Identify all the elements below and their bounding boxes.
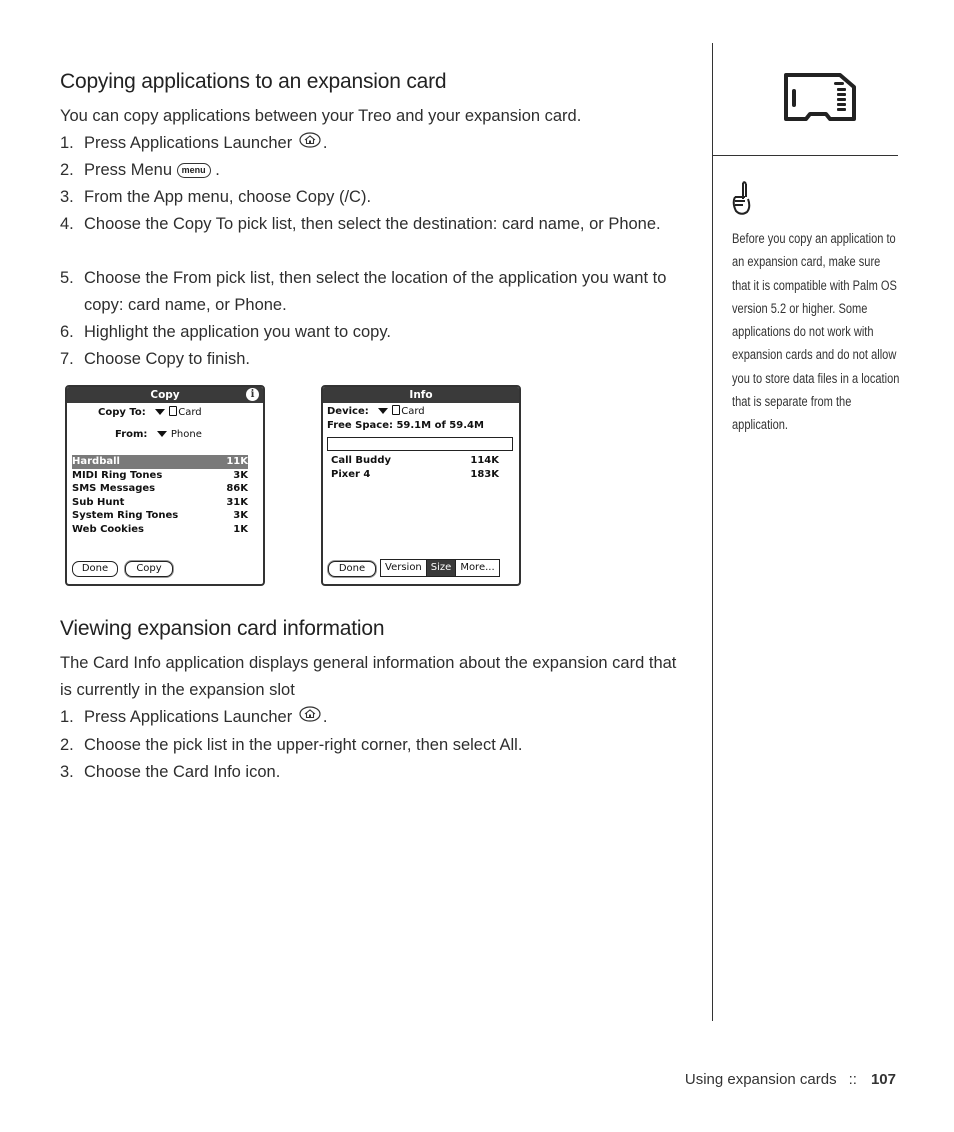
view-push-buttons — [380, 559, 500, 577]
chapter-title: Using expansion cards — [684, 1071, 837, 1088]
from-row: From: Phone — [115, 429, 202, 440]
more-button[interactable]: More... — [460, 562, 495, 573]
app-list-item[interactable]: Web Cookies 1K — [72, 523, 248, 535]
copy-button[interactable]: Copy — [125, 561, 173, 577]
sidebar-divider — [712, 43, 713, 1021]
dropdown-arrow-icon — [155, 409, 165, 415]
card-icon — [169, 406, 177, 416]
version-button[interactable]: Version — [381, 560, 427, 576]
app-list-item[interactable]: Call Buddy 114K — [331, 455, 499, 466]
tip-text: Before you copy an application to an expansion card, make sure that it is compatible with Palm OS version 5.2 or higher. Some applications do not work with expansion cards and do not allow you to store data files in a location that is separate from the application. — [732, 231, 900, 433]
free-space: Free Space: 59.1M of 59.4M — [327, 420, 484, 431]
step-7: 7. Choose Copy to finish. — [60, 350, 251, 368]
card-name-field[interactable] — [327, 437, 513, 451]
app-list-item[interactable]: Pixer 4 183K — [331, 468, 499, 480]
page-footer — [685, 1071, 896, 1088]
app-list-item[interactable]: System Ring Tones 3K — [72, 510, 248, 521]
done-button[interactable]: Done — [72, 561, 118, 577]
step-3: 3. Choose the Card Info icon. — [60, 763, 281, 781]
section-intro-copying: You can copy applications between your Treo and your expansion card. — [60, 107, 582, 125]
step-4: 4. Choose the Copy To pick list, then select the destination: card name, or Phone. — [60, 215, 661, 233]
step-1: 1. Press Applications Launcher . — [60, 130, 690, 157]
device-row: Device: Card — [327, 406, 425, 417]
card-icon — [392, 405, 400, 415]
app-list-item[interactable]: SMS Messages 86K — [72, 483, 248, 494]
page-number: 107 — [870, 1071, 896, 1088]
from-picklist[interactable]: Phone — [151, 429, 202, 440]
section-intro-viewing: The Card Info application displays general information about the expansion card that is currently in the expansion slot — [60, 654, 677, 699]
expansion-card-icon — [780, 72, 858, 129]
sidebar-rule — [712, 155, 898, 156]
home-icon — [299, 130, 321, 157]
app-list-item[interactable]: Hardball 11K — [72, 456, 248, 467]
copy-screen-titlebar: Copy i — [67, 387, 263, 403]
step-2: 2. Choose the pick list in the upper-right corner, then select All. — [60, 736, 523, 754]
done-button[interactable]: Done — [328, 561, 376, 577]
copy-to-picklist[interactable]: Card — [149, 407, 201, 418]
app-list-item[interactable]: MIDI Ring Tones 3K — [72, 469, 248, 481]
size-button[interactable]: Size — [427, 560, 457, 576]
copy-screen — [65, 385, 265, 586]
copy-to-row: Copy To: Card — [98, 407, 202, 418]
info-screen-titlebar: Info — [323, 387, 519, 403]
step-3: 3. From the App menu, choose Copy (/C). — [60, 188, 372, 206]
info-icon[interactable]: i — [246, 388, 259, 401]
step-1: 1. Press Applications Launcher . — [60, 704, 690, 731]
device-picklist[interactable]: Card — [372, 406, 424, 417]
info-screen — [321, 385, 521, 586]
app-list-item[interactable]: Sub Hunt 31K — [72, 496, 248, 508]
step-2: 2. Press Menu menu . — [60, 161, 220, 179]
step-5: 5. Choose the From pick list, then select the location of the application you want to copy: card name, or Phone. — [60, 269, 667, 314]
pointing-hand-icon — [731, 181, 755, 222]
footer-separator: :: — [848, 1071, 857, 1088]
dropdown-arrow-icon — [157, 431, 167, 437]
section-heading-copying: Copying applications to an expansion card — [60, 70, 447, 93]
home-icon — [299, 704, 321, 731]
dropdown-arrow-icon — [378, 408, 388, 414]
step-6: 6. Highlight the application you want to copy. — [60, 323, 391, 341]
section-heading-viewing: Viewing expansion card information — [60, 617, 385, 640]
menu-key-icon: menu — [177, 163, 211, 178]
